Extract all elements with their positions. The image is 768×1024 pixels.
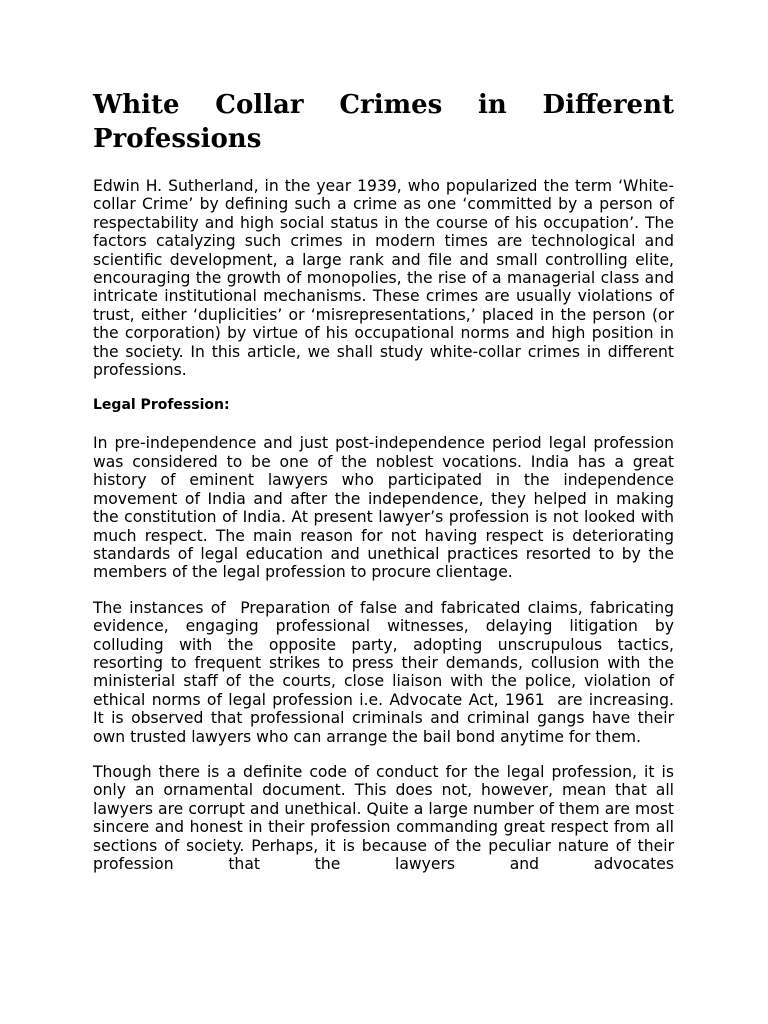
document-title: [93, 88, 674, 156]
body-paragraph-2: The instances of Preparation of false and fabricated claims, fabricating evidence, engaging professional witnesses, delaying litigation by colluding with the opposite party, adopting unscrupulous tactics, resorting to frequent strikes to press their demands, collusion with the ministerial staff of the courts, close liaison with the police, violation of ethical norms of legal profession i.e. Advocate Act, 1961 are increasing. It is observed that professional criminals and criminal gangs have their own trusted lawyers who can arrange the bail bond anytime for them.: [93, 598, 679, 746]
section-heading: Legal Profession:: [93, 397, 230, 414]
title-line-2: Professions: [93, 124, 262, 154]
intro-paragraph: Edwin H. Sutherland, in the year 1939, who popularized the term ‘White-collar Crime’ by defining such a crime as one ‘committed by a person of respectability and high social status in the course of his occupation’. The factors catalyzing such crimes in modern times are technological and scientific development, a large rank and file and small controlling elite, encouraging the growth of monopolies, the rise of a managerial class and intricate institutional mechanisms. These crimes are usually violations of trust, either ‘duplicities’ or ‘misrepresentations,’ placed in the person (or the corporation) by virtue of his occupational norms and high position in the society. In this article, we shall study white-collar crimes in different professions.: [93, 177, 679, 380]
title-line-1: White Collar Crimes in Different: [93, 90, 674, 120]
body-paragraph-3: Though there is a definite code of conduct for the legal profession, it is only an ornamental document. This does not, however, mean that all lawyers are corrupt and unethical. Quite a large number of them are most sincere and honest in their profession commanding great respect from all sections of society. Perhaps, it is because of the peculiar nature of their profession that the lawyers and advocates: [93, 762, 679, 873]
body-paragraph-1: In pre-independence and just post-independence period legal profession was considered to be one of the noblest vocations. India has a great history of eminent lawyers who participated in the independence movement of India and after the independence, they helped in making the constitution of India. At present lawyer’s profession is not looked with much respect. The main reason for not having respect is deteriorating standards of legal education and unethical practices resorted to by the members of the legal profession to procure clientage.: [93, 434, 679, 582]
document-page: [93, 88, 679, 890]
